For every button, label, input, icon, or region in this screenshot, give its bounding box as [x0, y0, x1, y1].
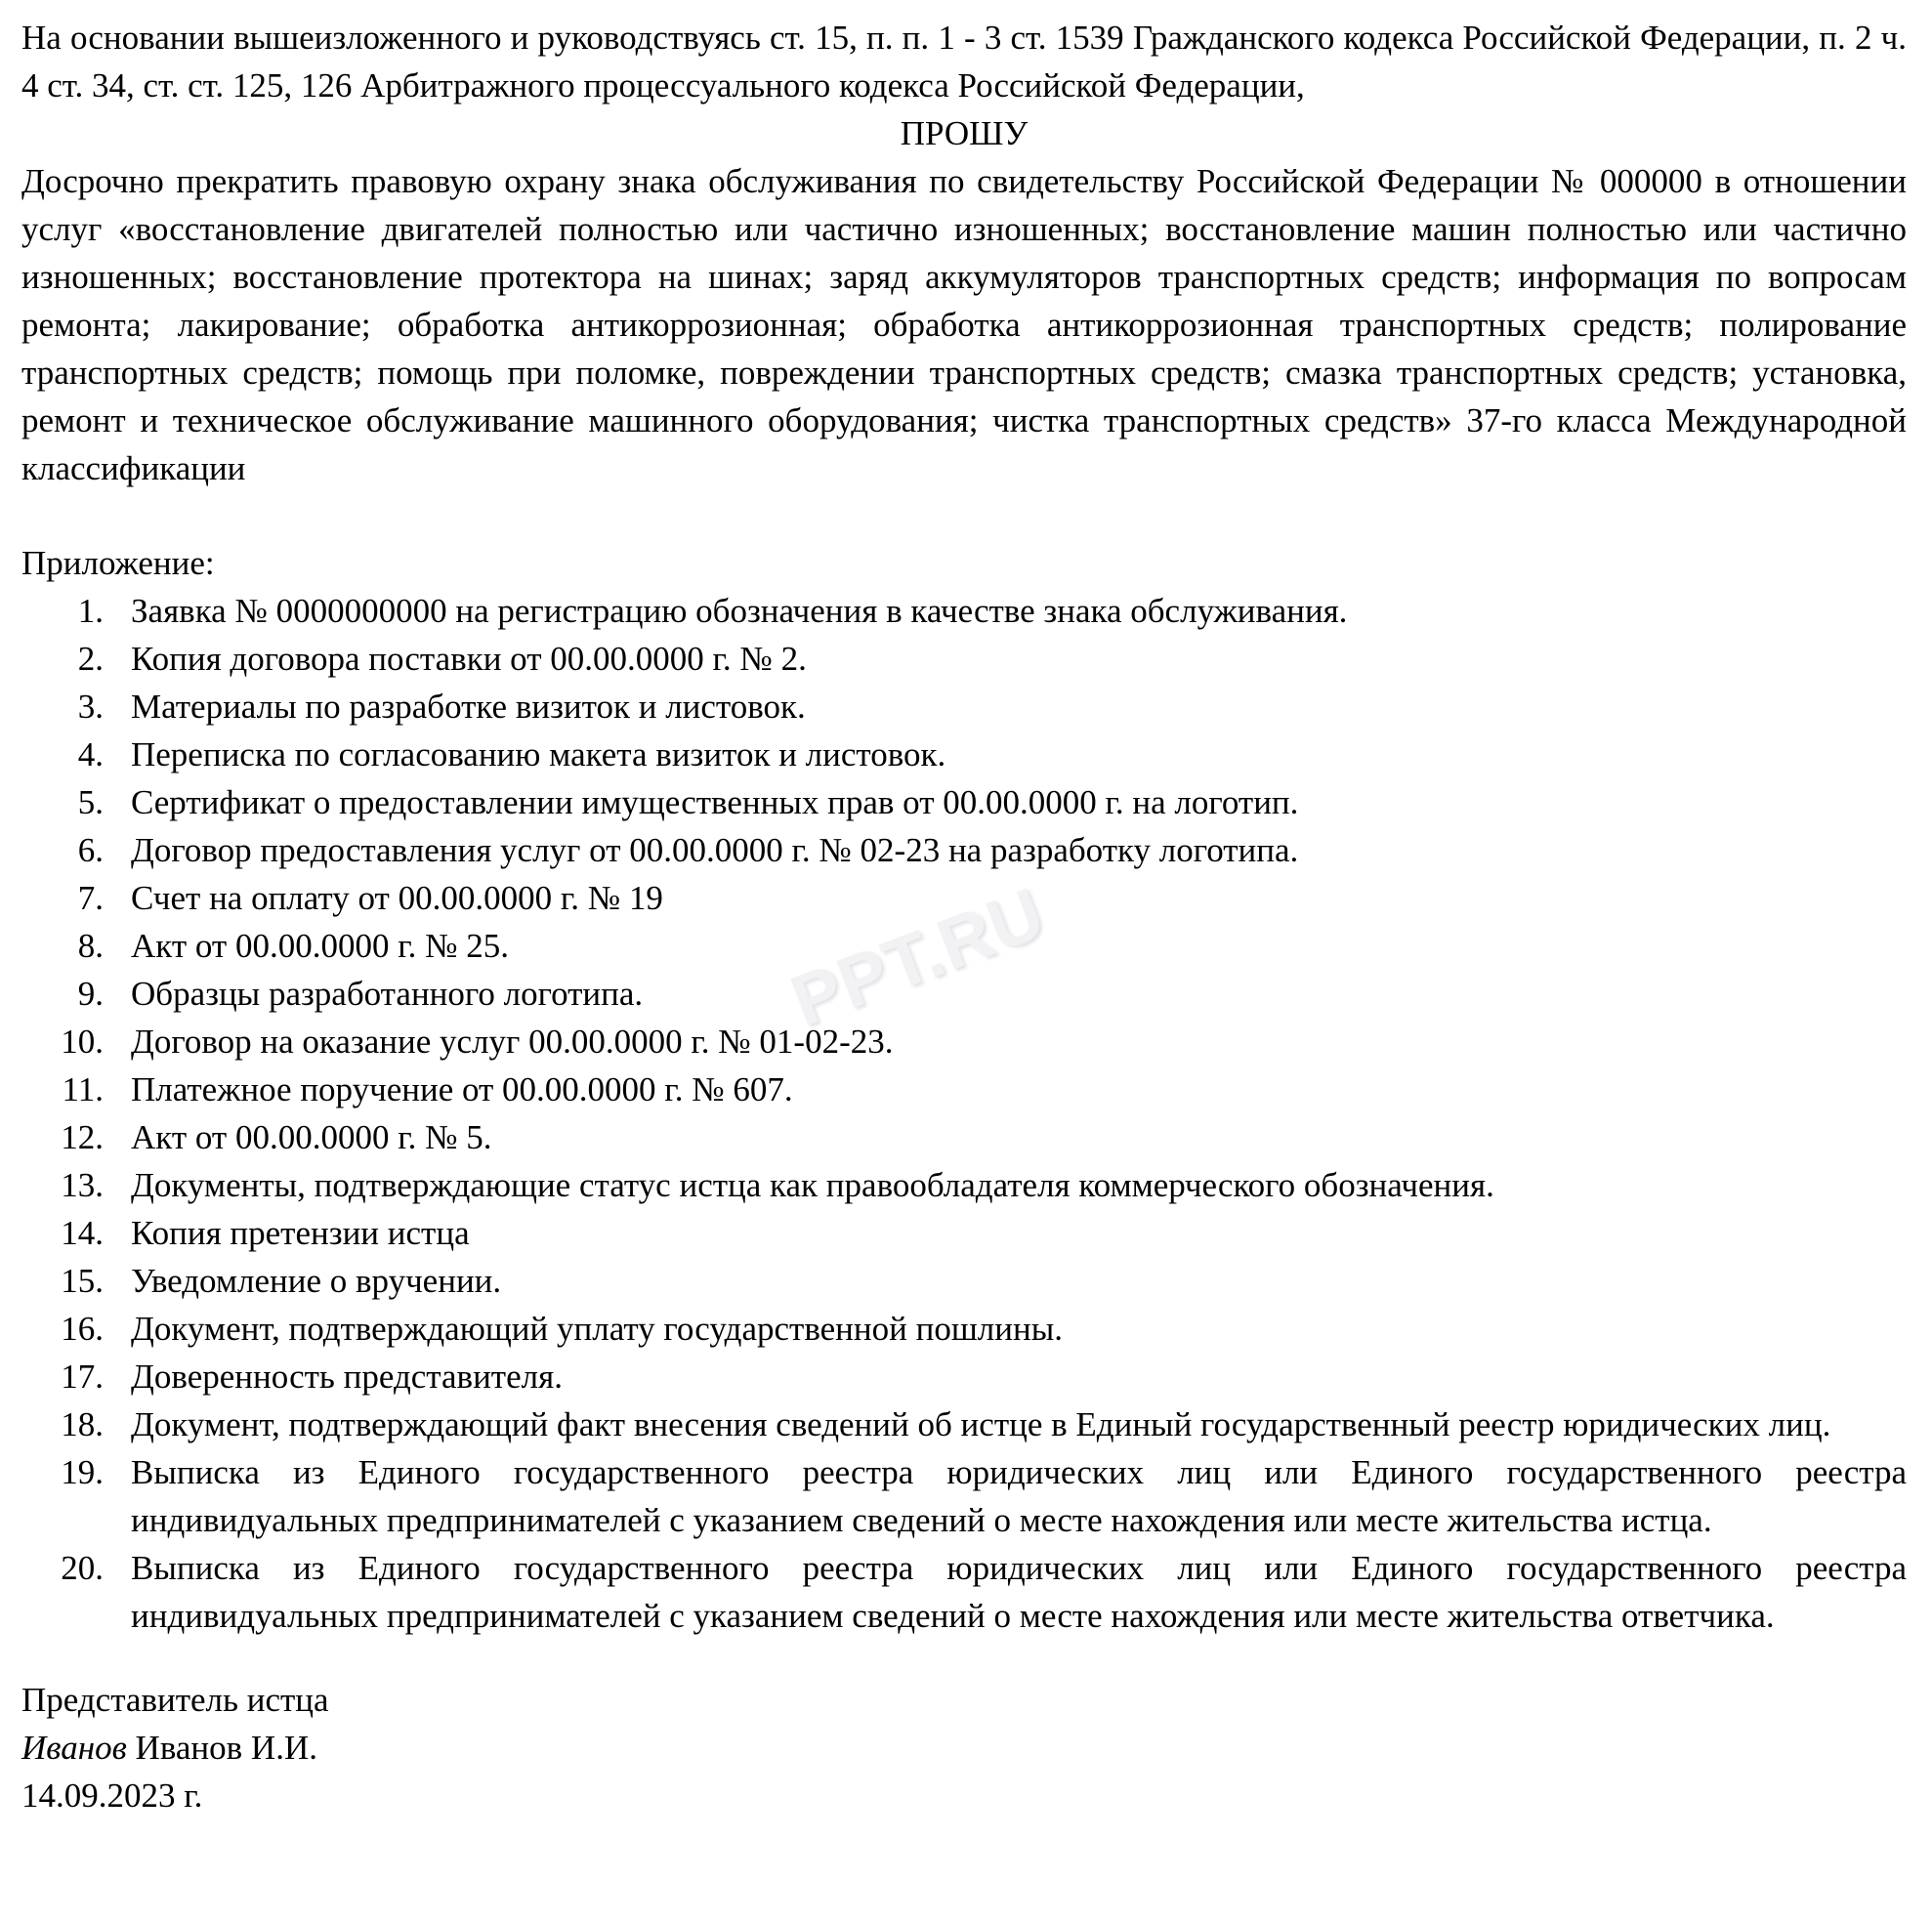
list-item: Заявка № 0000000000 на регистрацию обозначения в качестве знака обслуживания.	[131, 592, 1348, 630]
list-item: Акт от 00.00.0000 г. № 25.	[131, 927, 509, 965]
list-item: Акт от 00.00.0000 г. № 5.	[131, 1118, 492, 1156]
appendix-label: Приложение:	[21, 544, 215, 582]
list-item: Переписка по согласованию макета визиток и листовок.	[131, 735, 946, 773]
intro-paragraph: На основании вышеизложенного и руководствуясь ст. 15, п. п. 1 - 3 ст. 1539 Гражданского кодекса Российской Федерации, п. 2 ч. 4 ст. 34, ст. ст. 125, 126 Арбитражного процессуального кодекса Российской Федерации,	[21, 19, 1907, 104]
list-item: Образцы разработанного логотипа.	[131, 975, 644, 1013]
list-item: Платежное поручение от 00.00.0000 г. № 607.	[131, 1070, 793, 1108]
list-item: Договор предоставления услуг от 00.00.0000 г. № 02-23 на разработку логотипа.	[131, 831, 1299, 869]
list-item: Уведомление о вручении.	[131, 1262, 502, 1300]
signature-date: 14.09.2023 г.	[21, 1776, 203, 1815]
list-item: Выписка из Единого государственного реестра юридических лиц или Единого государственного реестра индивидуальных предпринимателей с указанием сведений о месте нахождения или месте жительства истца.	[131, 1453, 1907, 1539]
document-content	[21, 14, 1907, 1819]
signature-name: Иванов И.И.	[135, 1729, 317, 1767]
list-item: Документы, подтверждающие статус истца как правообладателя коммерческого обозначения.	[131, 1166, 1494, 1204]
list-item: Счет на оплату от 00.00.0000 г. № 19	[131, 879, 663, 917]
request-heading: ПРОШУ	[900, 114, 1029, 152]
list-item: Сертификат о предоставлении имущественных прав от 00.00.0000 г. на логотип.	[131, 783, 1299, 821]
list-item: Материалы по разработке визиток и листовок.	[131, 688, 806, 726]
appendix-list	[21, 587, 1907, 1640]
list-item: Доверенность представителя.	[131, 1358, 563, 1396]
spacer-before-signature	[21, 1640, 1907, 1676]
request-body: Досрочно прекратить правовую охрану знака обслуживания по свидетельству Российской Федерации № 000000 в отношении услуг «восстановление двигателей полностью или частично изношенных; восстановление машин полностью или частично изношенных; восстановление протектора на шинах; заряд аккумуляторов транспортных средств; информация по вопросам ремонта; лакирование; обработка антикоррозионная; обработка антикоррозионная транспортных средств; полирование транспортных средств; помощь при поломке, повреждении транспортных средств; смазка транспортных средств; установка, ремонт и техническое обслуживание машинного оборудования; чистка транспортных средств» 37-го класса Международной классификации	[21, 162, 1907, 487]
list-item: Документ, подтверждающий уплату государственной пошлины.	[131, 1310, 1063, 1348]
list-item: Копия договора поставки от 00.00.0000 г. № 2.	[131, 640, 807, 678]
list-item: Выписка из Единого государственного реестра юридических лиц или Единого государственного реестра индивидуальных предпринимателей с указанием сведений о месте нахождения или месте жительства ответчика.	[131, 1549, 1907, 1635]
list-item: Копия претензии истца	[131, 1214, 470, 1252]
spacer-before-appendix	[21, 492, 1907, 539]
list-item: Документ, подтверждающий факт внесения сведений об истце в Единый государственный реестр юридических лиц.	[131, 1405, 1831, 1443]
signature-name-row	[21, 1724, 1907, 1772]
watermark-text: PPT.RU	[779, 871, 1055, 1042]
signature-role: Представитель истца	[21, 1681, 329, 1719]
list-item: Договор на оказание услуг 00.00.0000 г. № 01-02-23.	[131, 1023, 894, 1061]
signature-mark: Иванов	[21, 1729, 127, 1767]
